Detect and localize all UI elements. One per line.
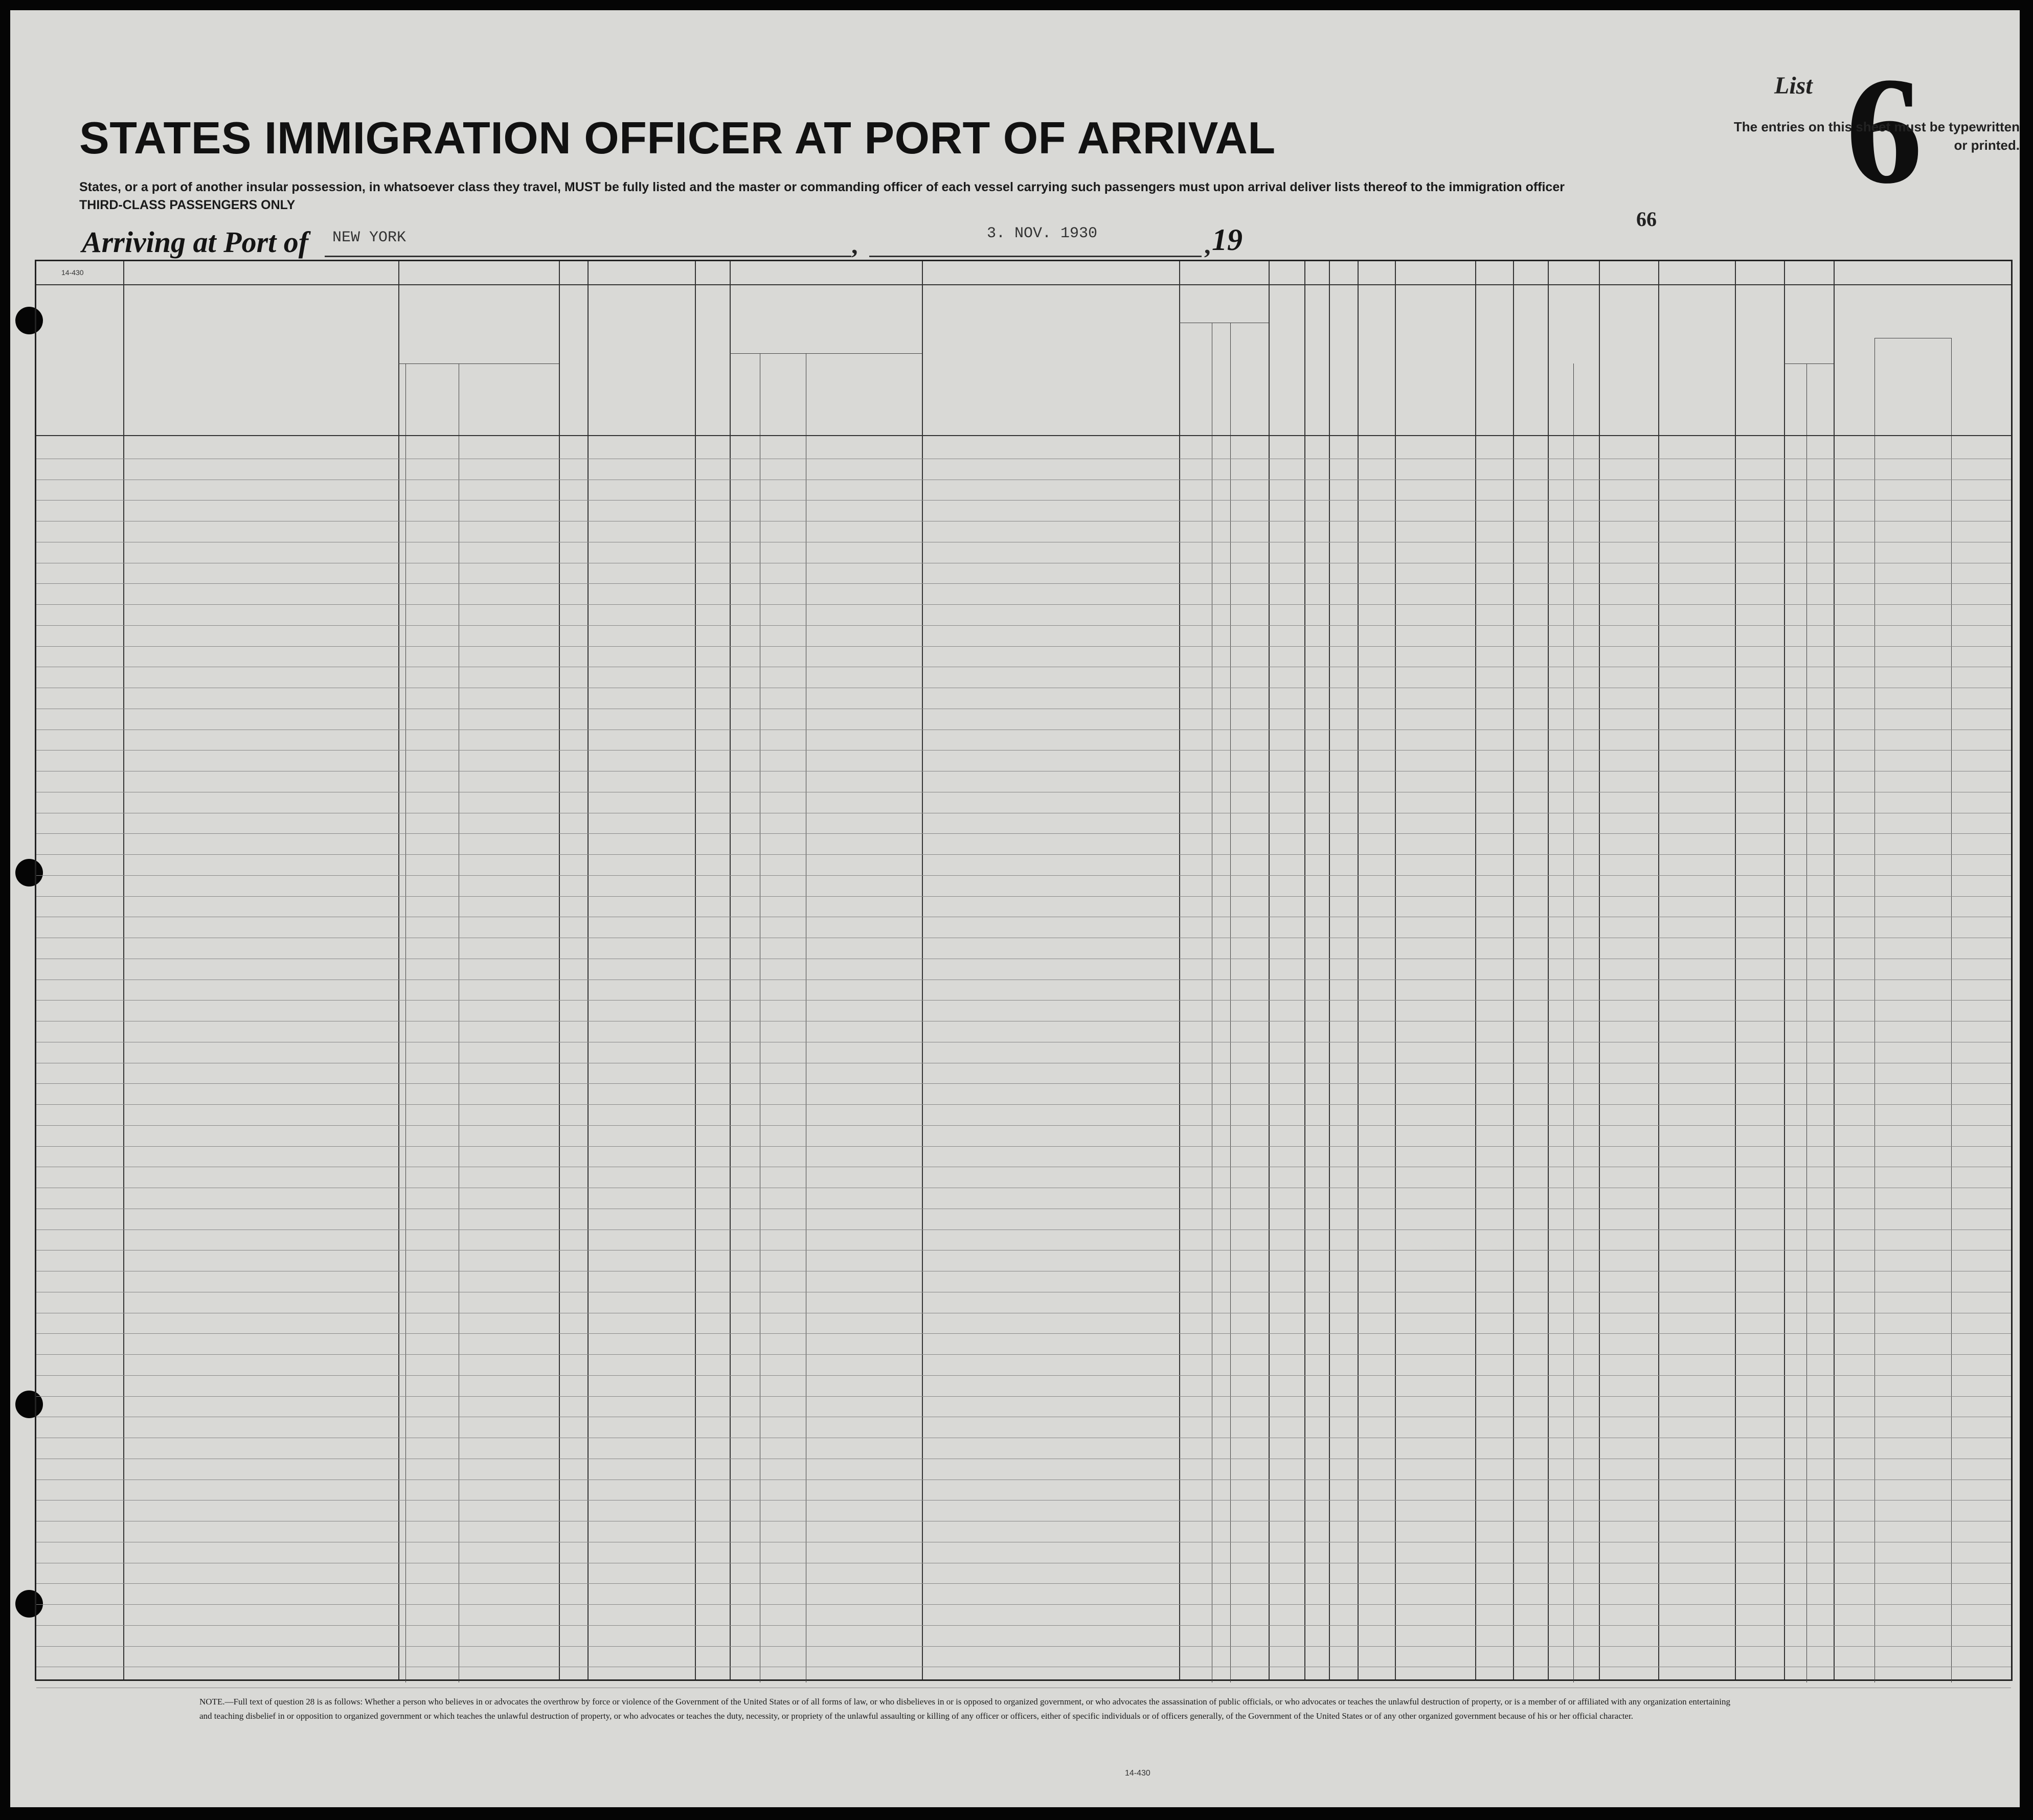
column-divider	[1395, 261, 1396, 1679]
column-divider	[730, 261, 731, 1679]
typewritten-note: The entries on this sheet must be typewritten or printed.	[1733, 119, 2020, 153]
row-line	[36, 875, 2011, 876]
row-line	[36, 1146, 2011, 1147]
row-line	[36, 1083, 2011, 1084]
column-divider	[1599, 261, 1600, 1679]
row-line	[36, 1104, 2011, 1105]
comma: ,	[851, 231, 858, 259]
sub-column-divider	[1951, 338, 1952, 1682]
column-divider	[1358, 261, 1359, 1679]
row-line	[36, 896, 2011, 897]
column-divider	[398, 261, 399, 1679]
row-line	[36, 1125, 2011, 1126]
column-divider	[123, 261, 124, 1679]
header-q29	[1397, 287, 1433, 433]
column-divider	[1658, 261, 1659, 1679]
row-line	[36, 625, 2011, 626]
column-divider	[1179, 261, 1180, 1679]
footnote: NOTE.—Full text of question 28 is as follows: Whether a person who believes in or advocates the overthrow by force or violence of the Government of the United States or of all forms of law, or who disbelieves in or is opposed to organized government, or who advocates the assassination of public officials, or who advocates or teaches the unlawful destruction of property, or is a member of or affiliated with any organization entertaining and teaching disbelief in or opposition to organized government or which teaches the unlawful destruction of property, or who advocates or teaches the duty, necessity, or propriety of the unlawful assaulting or killing of any officer or officers, either of specific individuals or of officers generally, of the Government of the United States or of any other organized government because of his or her official character.	[199, 1697, 1731, 1721]
column-divider	[1329, 261, 1330, 1679]
row-line	[36, 1625, 2011, 1626]
column-divider	[1513, 261, 1514, 1679]
footnote-code: 14-430	[1125, 1769, 1150, 1778]
sub-column-divider	[1874, 338, 1875, 1682]
row-line	[36, 854, 2011, 855]
list-number: 6	[1846, 46, 1923, 215]
header-line	[36, 284, 2011, 285]
header-polygamist	[1307, 287, 1327, 433]
header-purpose-c	[1232, 325, 1268, 433]
date-underline	[869, 256, 1202, 257]
port-value: NEW YORK	[332, 229, 406, 246]
row-line	[36, 1396, 2011, 1397]
sub-header-line	[760, 353, 922, 354]
column-divider	[1548, 261, 1549, 1679]
list-label: List	[1774, 72, 1813, 99]
column-divider	[1834, 261, 1835, 1679]
header-q28	[1361, 287, 1392, 433]
row-line	[36, 1604, 2011, 1605]
sub-column-divider	[405, 363, 406, 1682]
column-divider	[1304, 261, 1305, 1679]
row-line	[36, 1583, 2011, 1584]
column-divider	[559, 261, 560, 1679]
header-purpose-a	[1182, 325, 1210, 433]
row-line	[36, 1354, 2011, 1355]
header-anarchist	[1331, 287, 1355, 433]
form-code: 14-430	[61, 268, 84, 277]
header-fifty	[701, 292, 727, 430]
row-line	[36, 583, 2011, 584]
row-line	[36, 604, 2011, 605]
column-divider	[1735, 261, 1736, 1679]
column-divider	[922, 261, 923, 1679]
row-line	[36, 1375, 2011, 1376]
sub-header-line	[398, 363, 559, 364]
column-divider	[695, 261, 696, 1679]
row-line	[36, 833, 2011, 834]
sub-column-divider	[1230, 323, 1231, 1682]
row-line	[36, 1333, 2011, 1334]
row-line	[36, 1646, 2011, 1647]
header-ticket	[563, 292, 583, 430]
header-inches	[1629, 374, 1655, 430]
header-q30	[1437, 287, 1473, 433]
header-bottom-line	[36, 435, 2011, 436]
column-divider	[588, 261, 589, 1679]
subtitle: States, or a port of another insular possession, in whatsoever class they travel, MUST be fully listed and the master or commanding officer of each vessel carrying such passengers must upon arrival deliver lists thereof to the immigration officer	[79, 180, 1565, 194]
column-divider	[1784, 261, 1785, 1679]
manifest-table	[35, 260, 2013, 1681]
sheet-number: 66	[1636, 208, 1657, 231]
header-feet	[1603, 374, 1627, 430]
page-title: STATES IMMIGRATION OFFICER AT PORT OF ARRIVAL	[79, 112, 1276, 163]
arriving-label: Arriving at Port of	[82, 225, 309, 259]
comma: ,	[1204, 231, 1211, 259]
sub-column-divider	[1806, 363, 1807, 1682]
row-line	[36, 646, 2011, 647]
year-prefix: 19	[1212, 223, 1243, 257]
header-purpose-b	[1212, 325, 1230, 433]
column-divider	[1269, 261, 1270, 1679]
sub-column-divider	[1573, 363, 1574, 1682]
arrival-date: 3. NOV. 1930	[987, 225, 1098, 242]
sub-header-line	[1784, 363, 1834, 364]
class-line: THIRD-CLASS PASSENGERS ONLY	[79, 198, 296, 212]
column-divider	[1475, 261, 1476, 1679]
manifest-page	[10, 10, 2020, 1807]
header-q31	[1478, 287, 1511, 433]
header-prison	[1271, 287, 1302, 433]
port-underline	[325, 256, 851, 257]
